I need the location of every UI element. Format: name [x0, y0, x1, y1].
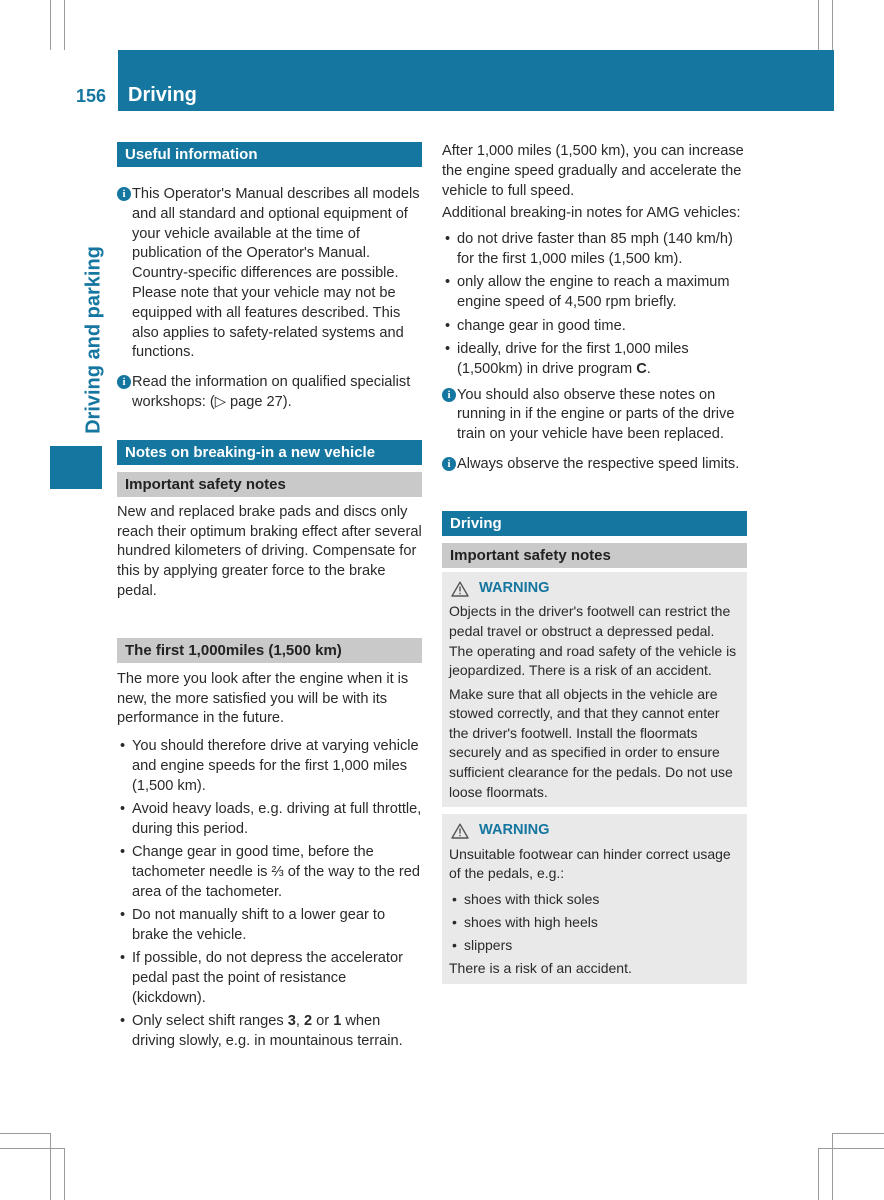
list-item-text: Only select shift ranges: [132, 1013, 288, 1030]
right-column: [442, 142, 747, 984]
list-item-text: ,: [295, 1013, 304, 1030]
side-section-label: Driving and parking: [82, 246, 105, 434]
list-item: • Avoid heavy loads, e.g. driving at full throttle, during this period.: [117, 800, 422, 840]
info-icon: i: [117, 375, 131, 389]
warning-header: [449, 821, 740, 841]
info-note: [442, 455, 747, 475]
warning-triangle-icon: [451, 823, 469, 839]
warning-text: There is a risk of an accident.: [449, 960, 632, 977]
info-note: [442, 386, 747, 445]
crop-mark: [832, 0, 833, 50]
shift-range-2: 2: [303, 1013, 313, 1030]
safety-paragraph: New and replaced brake pads and discs only reach their optimum braking effect after several hundred kilometers of driving. Compensate for this by applying greater force to the brake pedal.: [117, 503, 422, 599]
safety-notes-subheading: Important safety notes: [117, 472, 422, 497]
list-item-text: when driving slowly, e.g. in mountainous terrain.: [132, 1013, 403, 1050]
list-item-text: or: [312, 1013, 334, 1030]
list-item: • do not drive faster than 85 mph (140 km/h) for the first 1,000 miles (1,500 km).: [442, 230, 747, 270]
page-number: 156: [76, 86, 107, 106]
first-miles-heading: The first 1,000miles (1,500 km): [117, 638, 422, 663]
list-item: [442, 340, 747, 380]
footwear-list: [449, 890, 740, 956]
warning-triangle-icon: [451, 581, 469, 597]
amg-intro: Additional breaking-in notes for AMG vehicles:: [442, 205, 741, 222]
warning-header: [449, 579, 740, 599]
shift-range-3: 3: [287, 1013, 296, 1030]
crop-mark: [832, 1133, 833, 1200]
list-item: • You should therefore drive at varying vehicle and engine speeds for the first 1,000 miles (1,500 km).: [117, 737, 422, 796]
warning-label: WARNING: [479, 822, 550, 839]
crop-mark: [64, 1148, 65, 1200]
info-text: Read the information on qualified specialist workshops: (▷ page 27).: [132, 374, 411, 410]
crop-mark: [50, 0, 51, 50]
chapter-title: Driving: [128, 84, 197, 106]
header-divider: [116, 50, 118, 111]
list-item: • shoes with high heels: [449, 913, 740, 933]
crop-mark: [818, 1148, 884, 1149]
list-item: • slippers: [449, 936, 740, 956]
list-item: • Do not manually shift to a lower gear to brake the vehicle.: [117, 906, 422, 946]
breaking-in-heading: Notes on breaking-in a new vehicle: [117, 440, 422, 465]
info-note: [117, 373, 422, 413]
crop-mark: [818, 1148, 819, 1200]
warning-box: [442, 814, 747, 984]
info-icon: i: [442, 388, 456, 402]
warning-box: [442, 572, 747, 808]
list-item: • shoes with thick soles: [449, 890, 740, 910]
driving-heading: Driving: [442, 511, 747, 536]
left-column: [117, 142, 422, 1056]
first-miles-intro: The more you look after the engine when it is new, the more satisfied you will be with its performance in the future.: [117, 670, 409, 727]
drive-program-c: C: [636, 360, 647, 377]
info-icon: i: [117, 187, 131, 201]
info-text: This Operator's Manual describes all models and all standard and optional equipment of your vehicle available at the time of publication of the Operator's Manual. Country-specific differences are possible. Please note that your vehicle may not be equipped with all features described. This also applies to safety-related systems and functions.: [132, 186, 420, 361]
crop-mark: [832, 1133, 884, 1134]
list-item: • If possible, do not depress the accelerator pedal past the point of resistance (kickdown).: [117, 949, 422, 1008]
list-item: • change gear in good time.: [442, 317, 747, 337]
amg-list: [442, 230, 747, 379]
list-item: [117, 1012, 422, 1052]
side-tab-marker: [50, 446, 102, 489]
crop-mark: [64, 0, 65, 50]
header-bar: [116, 50, 834, 111]
warning-text: Unsuitable footwear can hinder correct usage of the pedals, e.g.:: [449, 845, 731, 882]
warning-label: WARNING: [479, 579, 550, 596]
after-breakin-paragraph: After 1,000 miles (1,500 km), you can increase the engine speed gradually and accelerate the vehicle to full speed.: [442, 143, 744, 199]
info-text: You should also observe these notes on running in if the engine or parts of the drive train on your vehicle have been replaced.: [457, 386, 735, 443]
list-item-text: ideally, drive for the first 1,000 miles (1,500km) in drive program: [457, 340, 689, 377]
warning-text: Objects in the driver's footwell can restrict the pedal travel or obstruct a depressed pedal. The operating and road safety of the vehicle is jeopardized. There is a risk of an accident.: [449, 603, 737, 679]
list-item-text: .: [646, 360, 651, 377]
crop-mark: [50, 1133, 51, 1200]
list-item: • Change gear in good time, before the tachometer needle is ⅔ of the way to the red area of the tachometer.: [117, 843, 422, 902]
useful-information-heading: Useful information: [117, 142, 422, 167]
breaking-in-list: [117, 737, 422, 1052]
info-icon: i: [442, 457, 456, 471]
shift-range-1: 1: [333, 1013, 342, 1030]
safety-notes-subheading: Important safety notes: [442, 543, 747, 568]
crop-mark: [818, 0, 819, 50]
info-text: Always observe the respective speed limits.: [457, 455, 740, 472]
crop-mark: [0, 1148, 64, 1149]
list-item: • only allow the engine to reach a maximum engine speed of 4,500 rpm briefly.: [442, 273, 747, 313]
crop-mark: [0, 1133, 50, 1134]
info-note: [117, 185, 422, 363]
warning-text: Make sure that all objects in the vehicle are stowed correctly, and that they cannot enter the driver's footwell. Install the floormats securely and as specified in order to ensure sufficient clearance for the pedals. Do not use loose floormats.: [449, 685, 733, 800]
